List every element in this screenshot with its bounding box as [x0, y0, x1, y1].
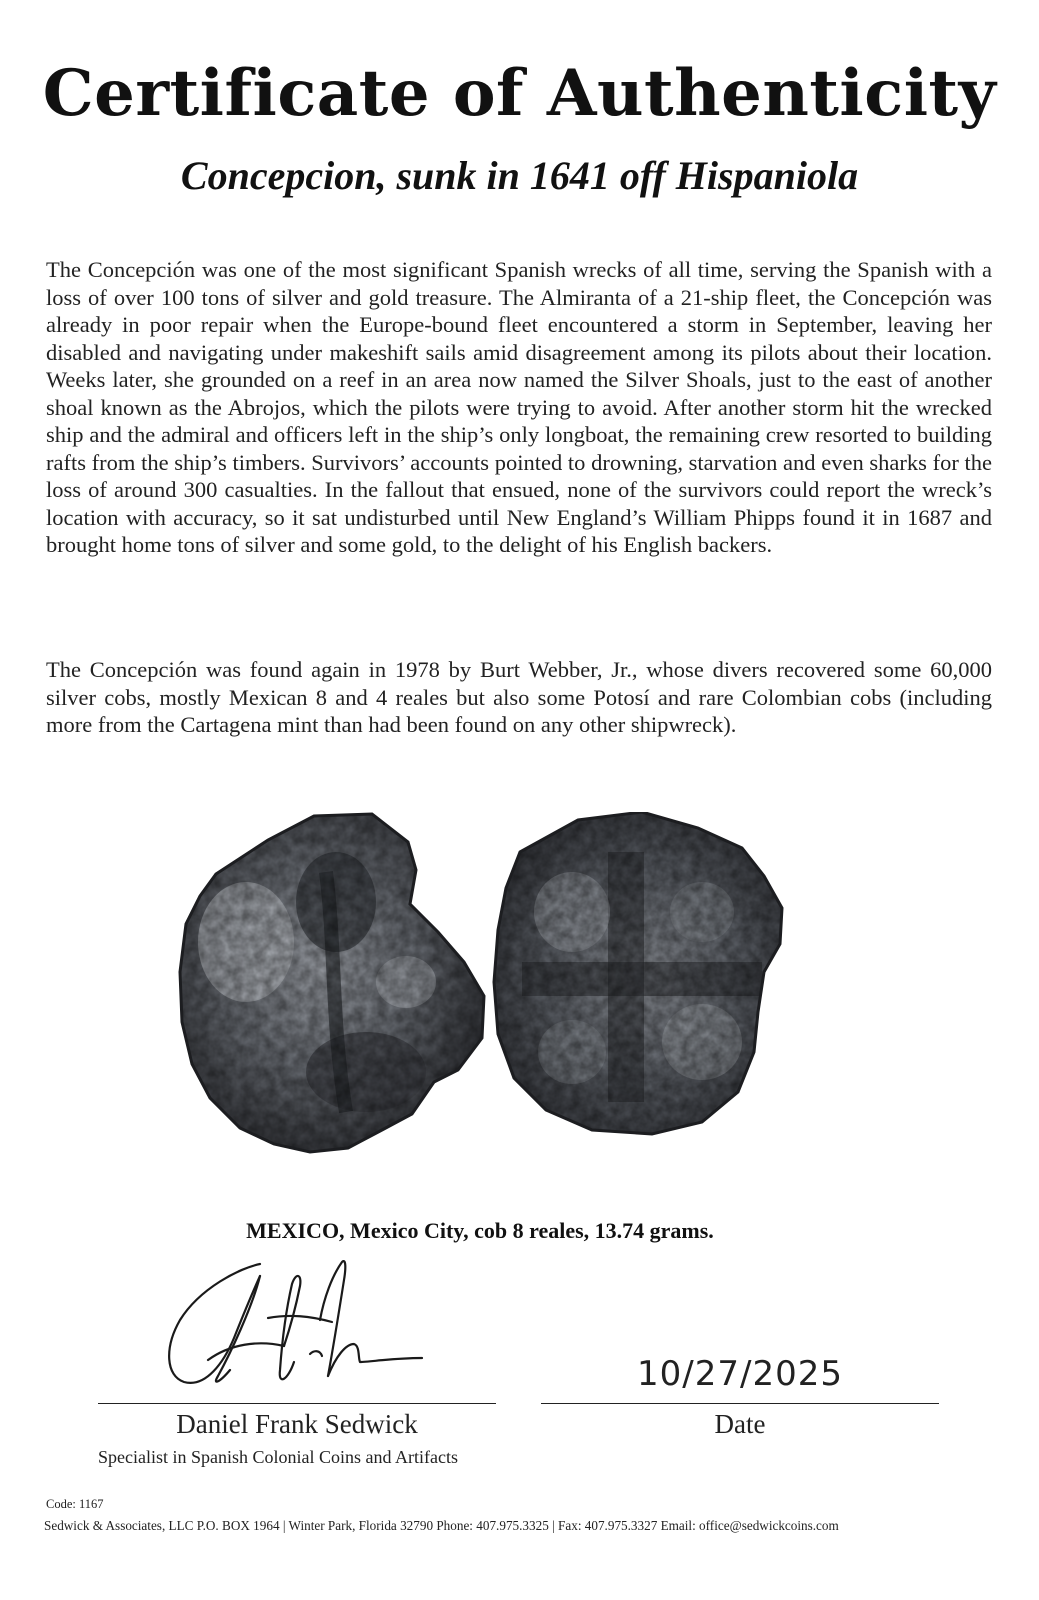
date-line — [541, 1403, 939, 1404]
discovery-paragraph: The Concepción was found again in 1978 by Burt Webber, Jr., whose divers recovered some 60,000 silver cobs, mostly Mexican 8 and 4 reales but also some Potosí and rare Colombian cobs (including more from the Cartagena mint than had been found on any other shipwreck). — [46, 657, 992, 737]
signature-line — [98, 1403, 496, 1404]
company-contact-footer: Sedwick & Associates, LLC P.O. BOX 1964 | Winter Park, Florida 32790 Phone: 407.975.3325 | Fax: 407.975.3327 Email: office@sedwickcoins.com — [44, 1518, 839, 1533]
certificate-title: Certificate of Authenticity — [42, 56, 997, 131]
coin-reverse-image — [492, 812, 794, 1138]
certificate-code: Code: 1167 — [46, 1497, 104, 1511]
signer-name: Daniel Frank Sedwick — [176, 1409, 418, 1439]
coin-obverse-image — [176, 812, 492, 1158]
certificate-date: 10/27/2025 — [637, 1354, 843, 1394]
signer-title: Specialist in Spanish Colonial Coins and Artifacts — [98, 1447, 458, 1467]
handwritten-signature — [160, 1258, 430, 1400]
coin-caption: MEXICO, Mexico City, cob 8 reales, 13.74 grams. — [246, 1218, 714, 1243]
certificate-subtitle: Concepcion, sunk in 1641 off Hispaniola — [180, 153, 859, 198]
date-label: Date — [714, 1409, 766, 1439]
history-paragraph: The Concepción was one of the most significant Spanish wrecks of all time, serving the Spanish with a loss of over 100 tons of silver and gold treasure. The Almiranta of a 21-ship fleet, the Concepción was already in poor repair when the Europe-bound fleet encountered a storm in September, leaving her disabled and navigating under makeshift sails amid disagreement among its pilots about their location. Weeks later, she grounded on a reef in an area now named the Silver Shoals, just to the east of another shoal known as the Abrojos, which the pilots were trying to avoid. After another storm hit the wrecked ship and the admiral and officers left in the ship’s only longboat, the remaining crew resorted to building rafts from the ship’s timbers. Survivors’ accounts pointed to drowning, starvation and even sharks for the loss of around 300 casualties. In the fallout that ensued, none of the survivors could report the wreck’s location with accuracy, so it sat undisturbed until New England’s William Phipps found it in 1687 and brought home tons of silver and some gold, to the delight of his English backers. — [46, 257, 992, 557]
